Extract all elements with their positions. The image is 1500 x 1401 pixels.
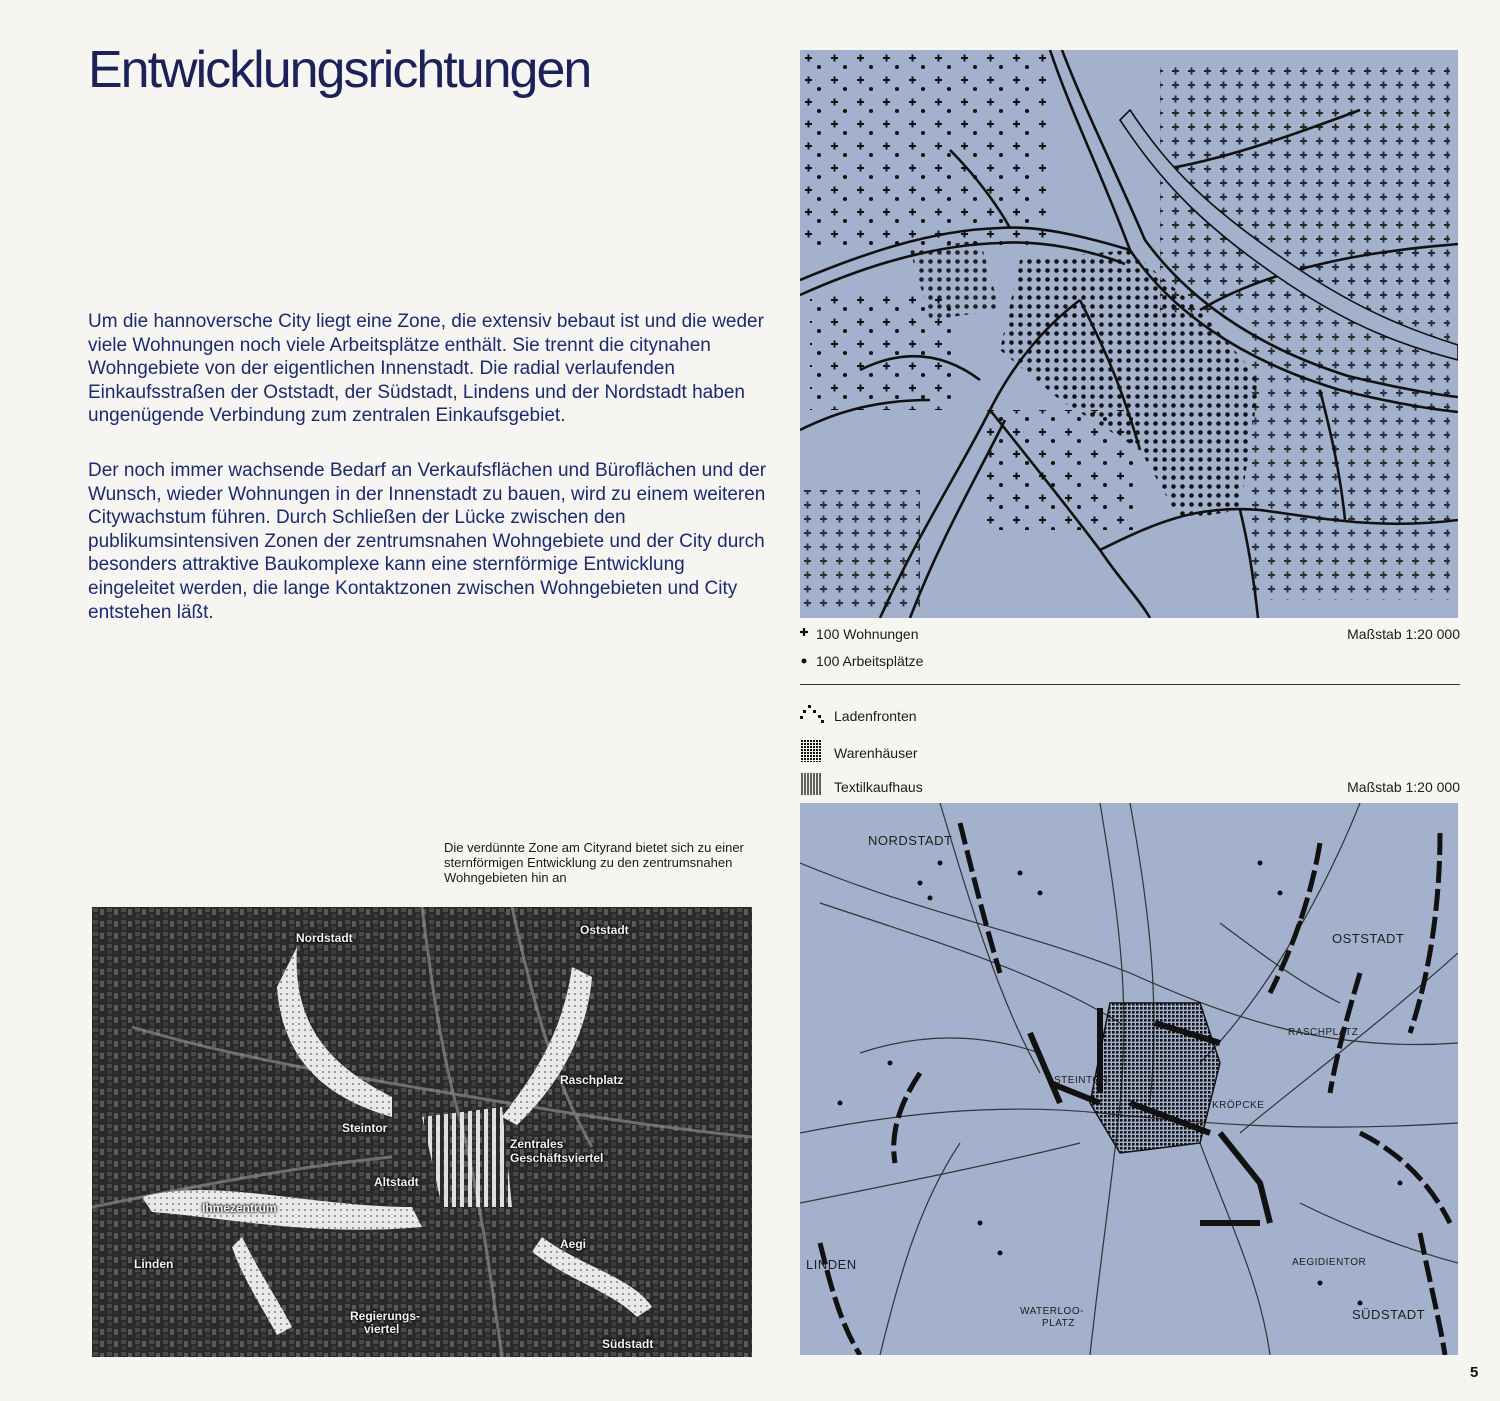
aerial-label-nordstadt: Nordstadt xyxy=(296,931,353,945)
aerial-label-linden: Linden xyxy=(134,1257,174,1271)
body-paragraph-2: Der noch immer wachsende Bedarf an Verkaufsflächen und Büroflächen und der Wunsch, wieder Wohnungen in der Innenstadt zu bauen, wird zu einem weiteren Citywachstum führen. Durch Schließen der Lücke zwischen den publikumsintensiven Zonen der zentrumsnahen Wohngebiete und der City durch besonders attraktive Baukomplexe kann eine sternförmige Entwicklung eingeleitet werden, die lange Kontaktzonen zwischen Wohngebieten und City entstehen läßt. xyxy=(88,460,767,623)
legend-label-arbeitsplaetze: 100 Arbeitsplätze xyxy=(816,653,924,669)
body-paragraph-1: Um die hannoversche City liegt eine Zone, die extensiv bebaut ist und die weder viele Wohnungen noch viele Arbeitsplätze enthält. Sie trennt die citynahen Wohngebiete von der eigentlichen Innenstadt. Die radial verlaufenden Einkaufsstraßen der Oststadt, der Südstadt, Lindens und der Nordstadt haben ungenügende Verbindung zum zentralen Einkaufsgebiet. xyxy=(88,311,764,427)
legend-label-ladenfronten: Ladenfronten xyxy=(834,708,917,724)
legend-label-warenhaeuser: Warenhäuser xyxy=(834,745,918,761)
map-label-nordstadt: NORDSTADT xyxy=(868,833,953,848)
map-label-kroepcke: KRÖPCKE xyxy=(1212,1100,1265,1111)
aerial-label-raschplatz: Raschplatz xyxy=(560,1073,624,1087)
aerial-label-regierung-1: Regierungs- xyxy=(350,1309,421,1323)
legend-label-textilkaufhaus: Textilkaufhaus xyxy=(834,779,923,795)
map-label-suedstadt: SÜDSTADT xyxy=(1352,1307,1426,1322)
map-label-oststadt: OSTSTADT xyxy=(1332,931,1405,946)
aerial-label-aegi: Aegi xyxy=(560,1237,587,1251)
retail-frontage-map-graphic xyxy=(800,803,1458,1355)
section-divider xyxy=(800,684,1460,685)
aerial-label-steintor: Steintor xyxy=(342,1121,388,1135)
textilkaufhaus-pattern-icon xyxy=(801,773,821,795)
map-label-waterloo-2: PLATZ xyxy=(1042,1318,1075,1329)
map-label-steintor: STEINTOR xyxy=(1054,1075,1109,1086)
aerial-label-oststadt: Oststadt xyxy=(580,923,629,937)
retail-frontage-map xyxy=(800,803,1458,1355)
map-label-aegidientor: AEGIDIENTOR xyxy=(1292,1257,1367,1268)
dot-symbol-icon xyxy=(800,654,810,668)
map-label-linden: LINDEN xyxy=(806,1257,857,1272)
bottom-map-scale: Maßstab 1:20 000 xyxy=(1347,779,1460,795)
aerial-photo-graphic xyxy=(92,907,752,1357)
aerial-photo xyxy=(92,907,752,1357)
page-number: 5 xyxy=(1470,1364,1479,1381)
housing-workplaces-map-graphic xyxy=(800,50,1458,618)
warenhaeuser-pattern-icon xyxy=(801,740,821,762)
map-label-raschplatz: RASCHPLATZ xyxy=(1288,1027,1359,1038)
cross-symbol-icon xyxy=(798,626,810,640)
top-map-scale: Maßstab 1:20 000 xyxy=(1347,626,1460,642)
page-title: Entwicklungsrichtungen xyxy=(88,41,591,99)
ladenfronten-pattern-icon xyxy=(800,704,824,724)
aerial-label-altstadt: Altstadt xyxy=(374,1175,419,1189)
legend-label-wohnungen: 100 Wohnungen xyxy=(816,626,919,642)
aerial-caption: Die verdünnte Zone am Cityrand bietet sich zu einer sternförmigen Entwicklung zu den zentrumsnahen Wohngebieten hin an xyxy=(444,840,744,885)
aerial-label-suedstadt: Südstadt xyxy=(602,1337,654,1351)
aerial-label-zentral-1: Zentrales xyxy=(510,1137,564,1151)
aerial-label-regierung-2: viertel xyxy=(364,1322,400,1336)
map-label-waterloo-1: WATERLOO- xyxy=(1020,1306,1084,1317)
aerial-label-zentral-2: Geschäftsviertel xyxy=(510,1151,604,1165)
housing-workplaces-map xyxy=(800,50,1458,618)
aerial-label-ihmezentrum: Ihmezentrum xyxy=(202,1201,277,1215)
